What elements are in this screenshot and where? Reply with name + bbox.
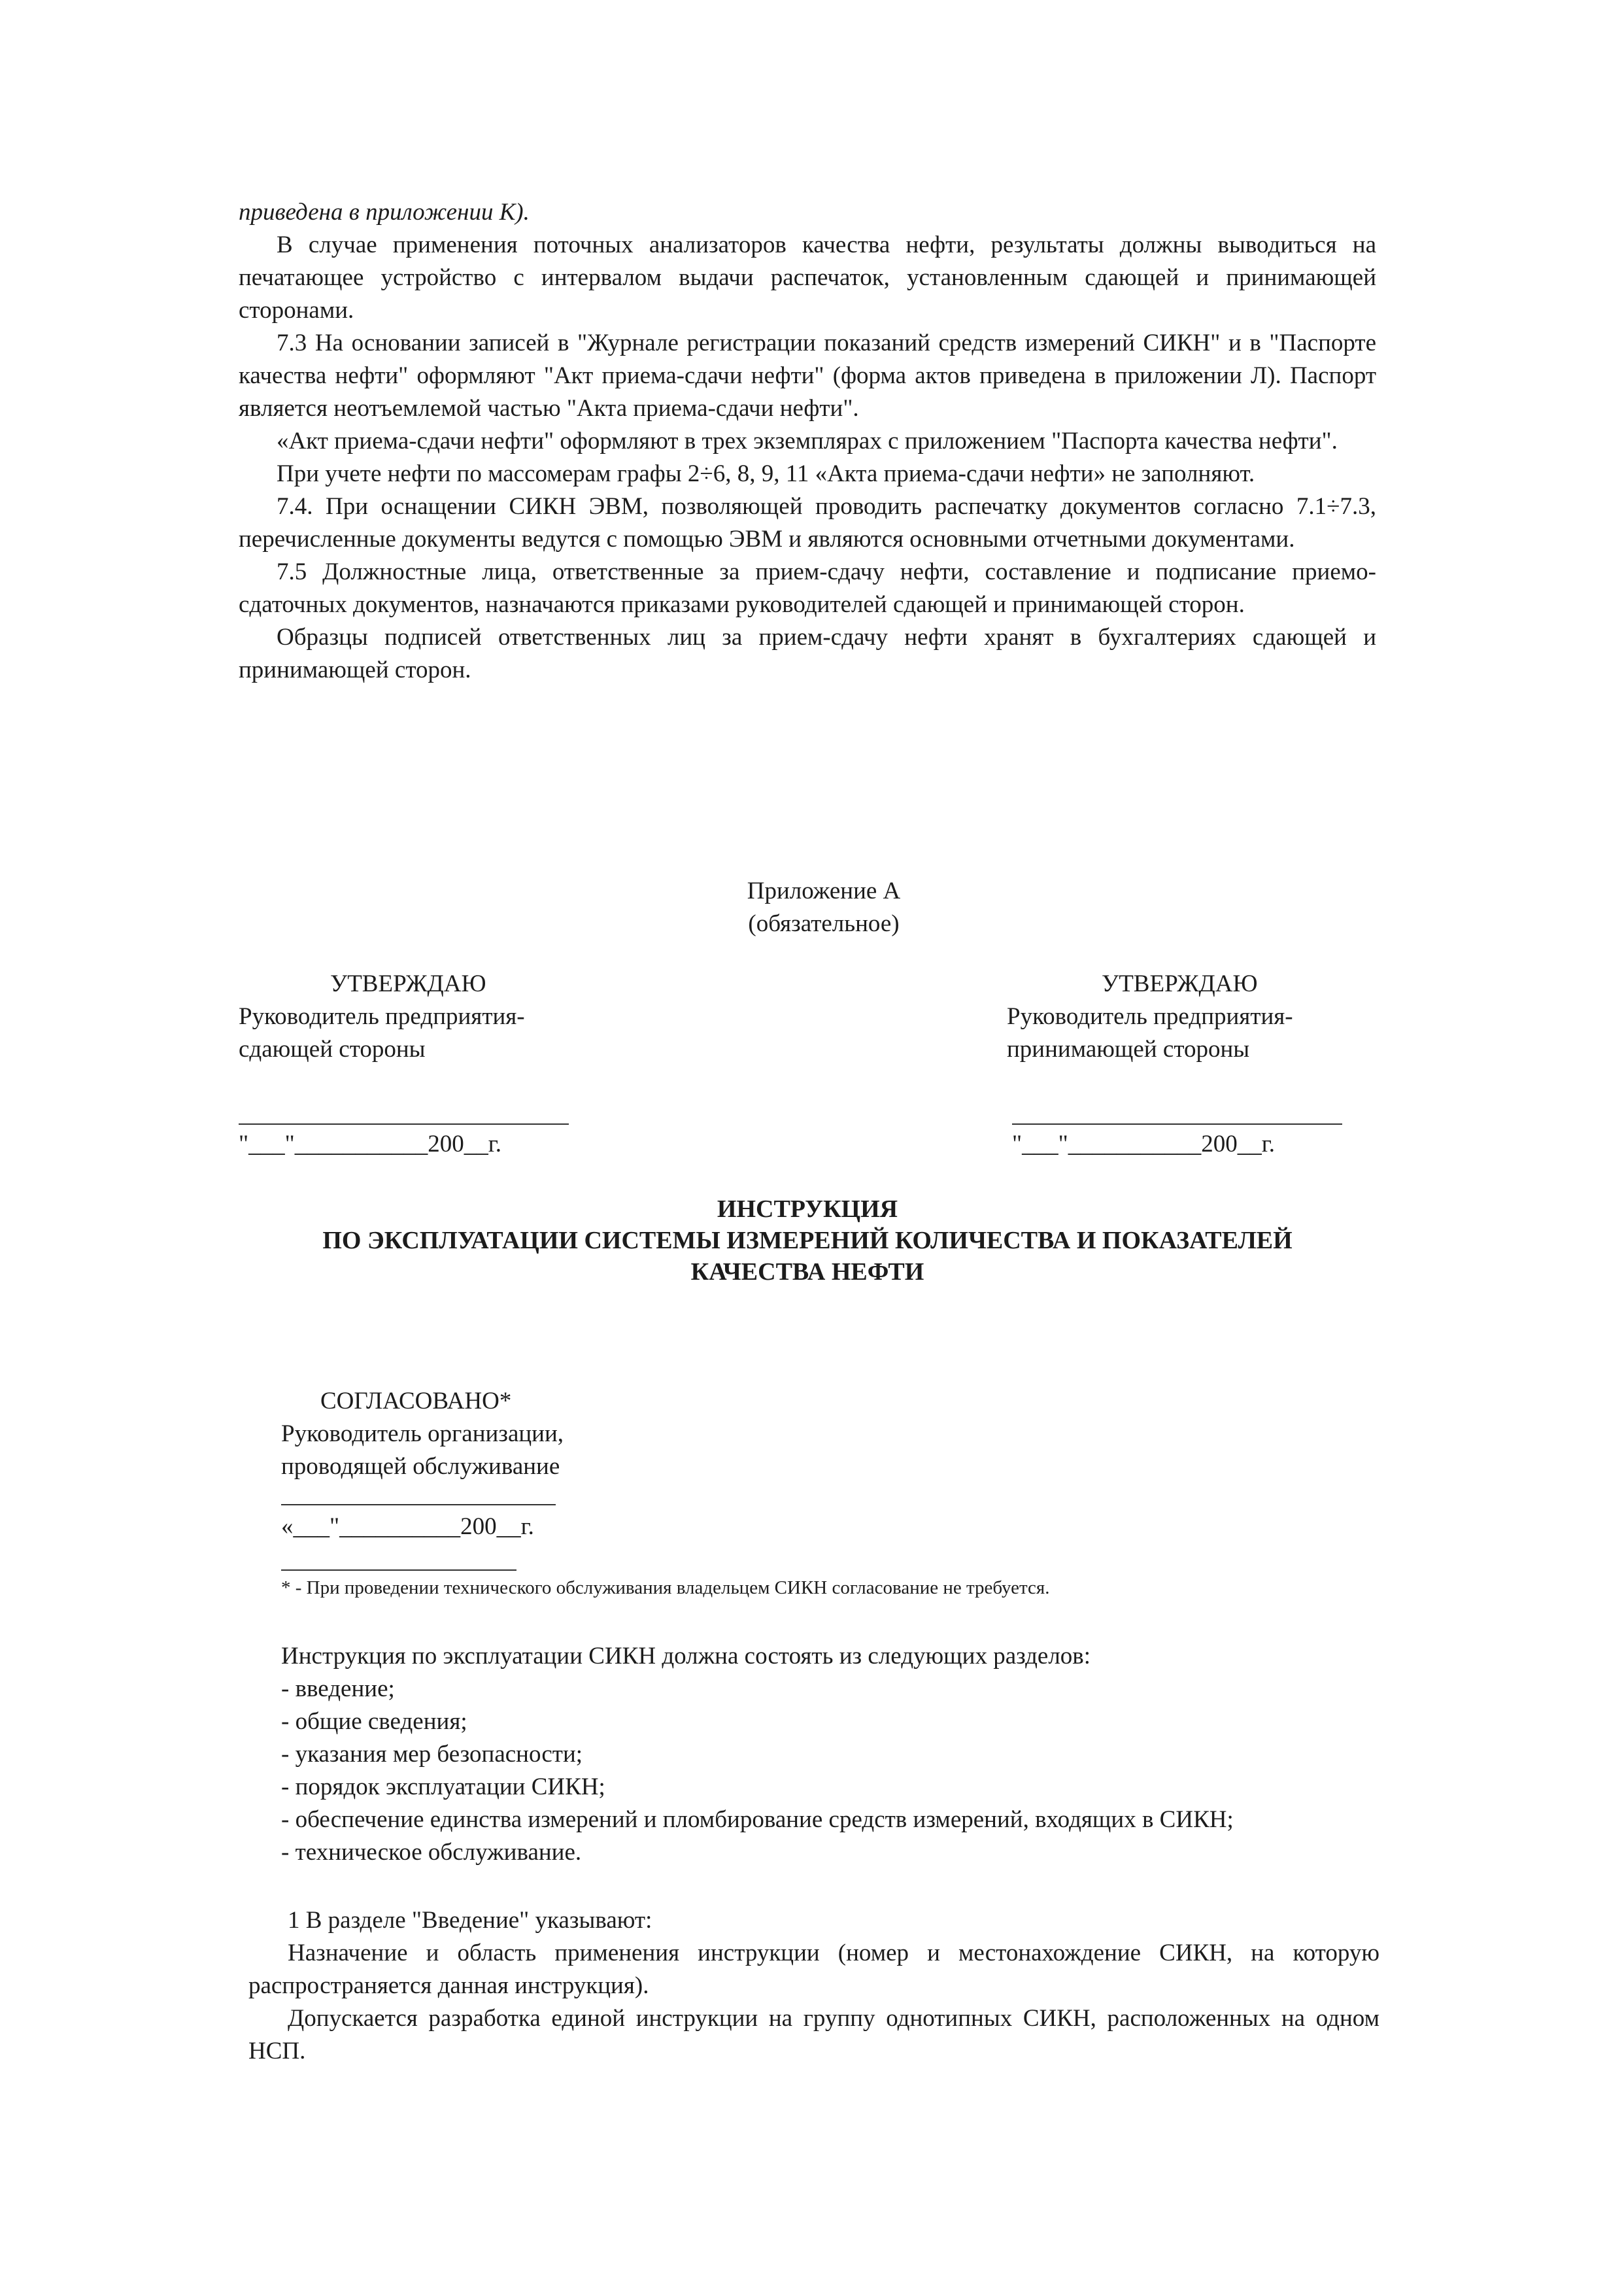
agreed-footnote: * - При проведении технического обслуживания владельцем СИКН согласование не требуется. [281, 1577, 1050, 1598]
approve-right-block [1007, 968, 1373, 1066]
approve-left-line1: Руководитель предприятия- [239, 1003, 525, 1030]
paragraph: 7.4. При оснащении СИКН ЭВМ, позволяющей проводить распечатку документов согласно 7.1÷7.3, перечисленные документы ведутся с помощью ЭВМ и являются основными отчетными документами. [239, 493, 1376, 553]
doc-title-line1: ИНСТРУКЦИЯ [717, 1195, 898, 1223]
intro-first-line: приведена в приложении К). [239, 199, 530, 226]
agreed-line2: проводящей обслуживание [281, 1453, 560, 1480]
paragraph: Назначение и область применения инструкции (номер и местонахождение СИКН, на которую распространяется данная инструкция). [248, 1940, 1379, 1999]
approve-left-line2: сдающей стороны [239, 1036, 426, 1063]
intro-section-heading: 1 В разделе "Введение" указывают: [288, 1907, 652, 1934]
appendix-heading [719, 875, 928, 940]
sections-list [281, 1640, 1379, 1869]
agreed-line1: Руководитель организации, [281, 1420, 564, 1447]
list-item: - общие сведения; [281, 1708, 467, 1735]
agreed-date: «___"__________200__г. [281, 1513, 534, 1540]
agreed-heading: СОГЛАСОВАНО* [320, 1388, 512, 1414]
signature-line [239, 1123, 569, 1125]
approve-left-date: "___"___________200__г. [239, 1131, 501, 1157]
paragraph: 7.5 Должностные лица, ответственные за прием-сдачу нефти, составление и подписание приемо-сдаточных документов, назначаются приказами руководителей сдающей и принимающей сторон. [239, 558, 1376, 618]
paragraph: Образцы подписей ответственных лиц за прием-сдачу нефти хранят в бухгалтериях сдающей и принимающей сторон. [239, 624, 1376, 683]
doc-title-line2: ПО ЭКСПЛУАТАЦИИ СИСТЕМЫ ИЗМЕРЕНИЙ КОЛИЧЕСТВА И ПОКАЗАТЕЛЕЙ [322, 1227, 1293, 1254]
doc-title-line3: КАЧЕСТВА НЕФТИ [690, 1258, 924, 1286]
approve-left-block [239, 968, 605, 1066]
approve-left-heading: УТВЕРЖДАЮ [330, 970, 486, 997]
list-item: - введение; [281, 1675, 395, 1702]
approve-right-line1: Руководитель предприятия- [1007, 1003, 1293, 1030]
intro-block [239, 196, 1376, 687]
doc-title [239, 1193, 1376, 1288]
intro-section [248, 1904, 1379, 2068]
paragraph: «Акт приема-сдачи нефти" оформляют в трех экземплярах с приложением "Паспорта качества нефти". [277, 428, 1338, 454]
list-item: - техническое обслуживание. [281, 1839, 582, 1866]
paragraph: В случае применения поточных анализаторов качества нефти, результаты должны выводиться на печатающее устройство с интервалом выдачи распечаток, установленным сдающей и принимающей сторонами. [239, 231, 1376, 324]
appendix-title: Приложение А [747, 878, 901, 904]
signature-line [1012, 1123, 1342, 1125]
sections-lead: Инструкция по эксплуатации СИКН должна состоять из следующих разделов: [281, 1643, 1091, 1669]
paragraph: 7.3 На основании записей в "Журнале регистрации показаний средств измерений СИКН" и в "Паспорте качества нефти" оформляют "Акт приема-сдачи нефти" (форма актов приведена в приложении Л). Паспорт является неотъемлемой частью "Акта приема-сдачи нефти". [239, 330, 1376, 422]
list-item: - порядок эксплуатации СИКН; [281, 1773, 605, 1800]
signature-line [281, 1504, 556, 1505]
list-item: - обеспечение единства измерений и пломбирование средств измерений, входящих в СИКН; [281, 1806, 1234, 1833]
appendix-note: (обязательное) [748, 910, 900, 937]
paragraph: Допускается разработка единой инструкции на группу однотипных СИКН, расположенных на одном НСП. [248, 2005, 1379, 2064]
footnote-rule [281, 1569, 516, 1571]
approve-right-line2: принимающей стороны [1007, 1036, 1250, 1063]
agreed-block [281, 1385, 673, 1483]
list-item: - указания мер безопасности; [281, 1741, 583, 1768]
approve-right-heading: УТВЕРЖДАЮ [1102, 970, 1258, 997]
approve-right-date: "___"___________200__г. [1012, 1131, 1275, 1157]
paragraph: При учете нефти по массомерам графы 2÷6, 8, 9, 11 «Акта приема-сдачи нефти» не заполняют. [277, 460, 1255, 487]
